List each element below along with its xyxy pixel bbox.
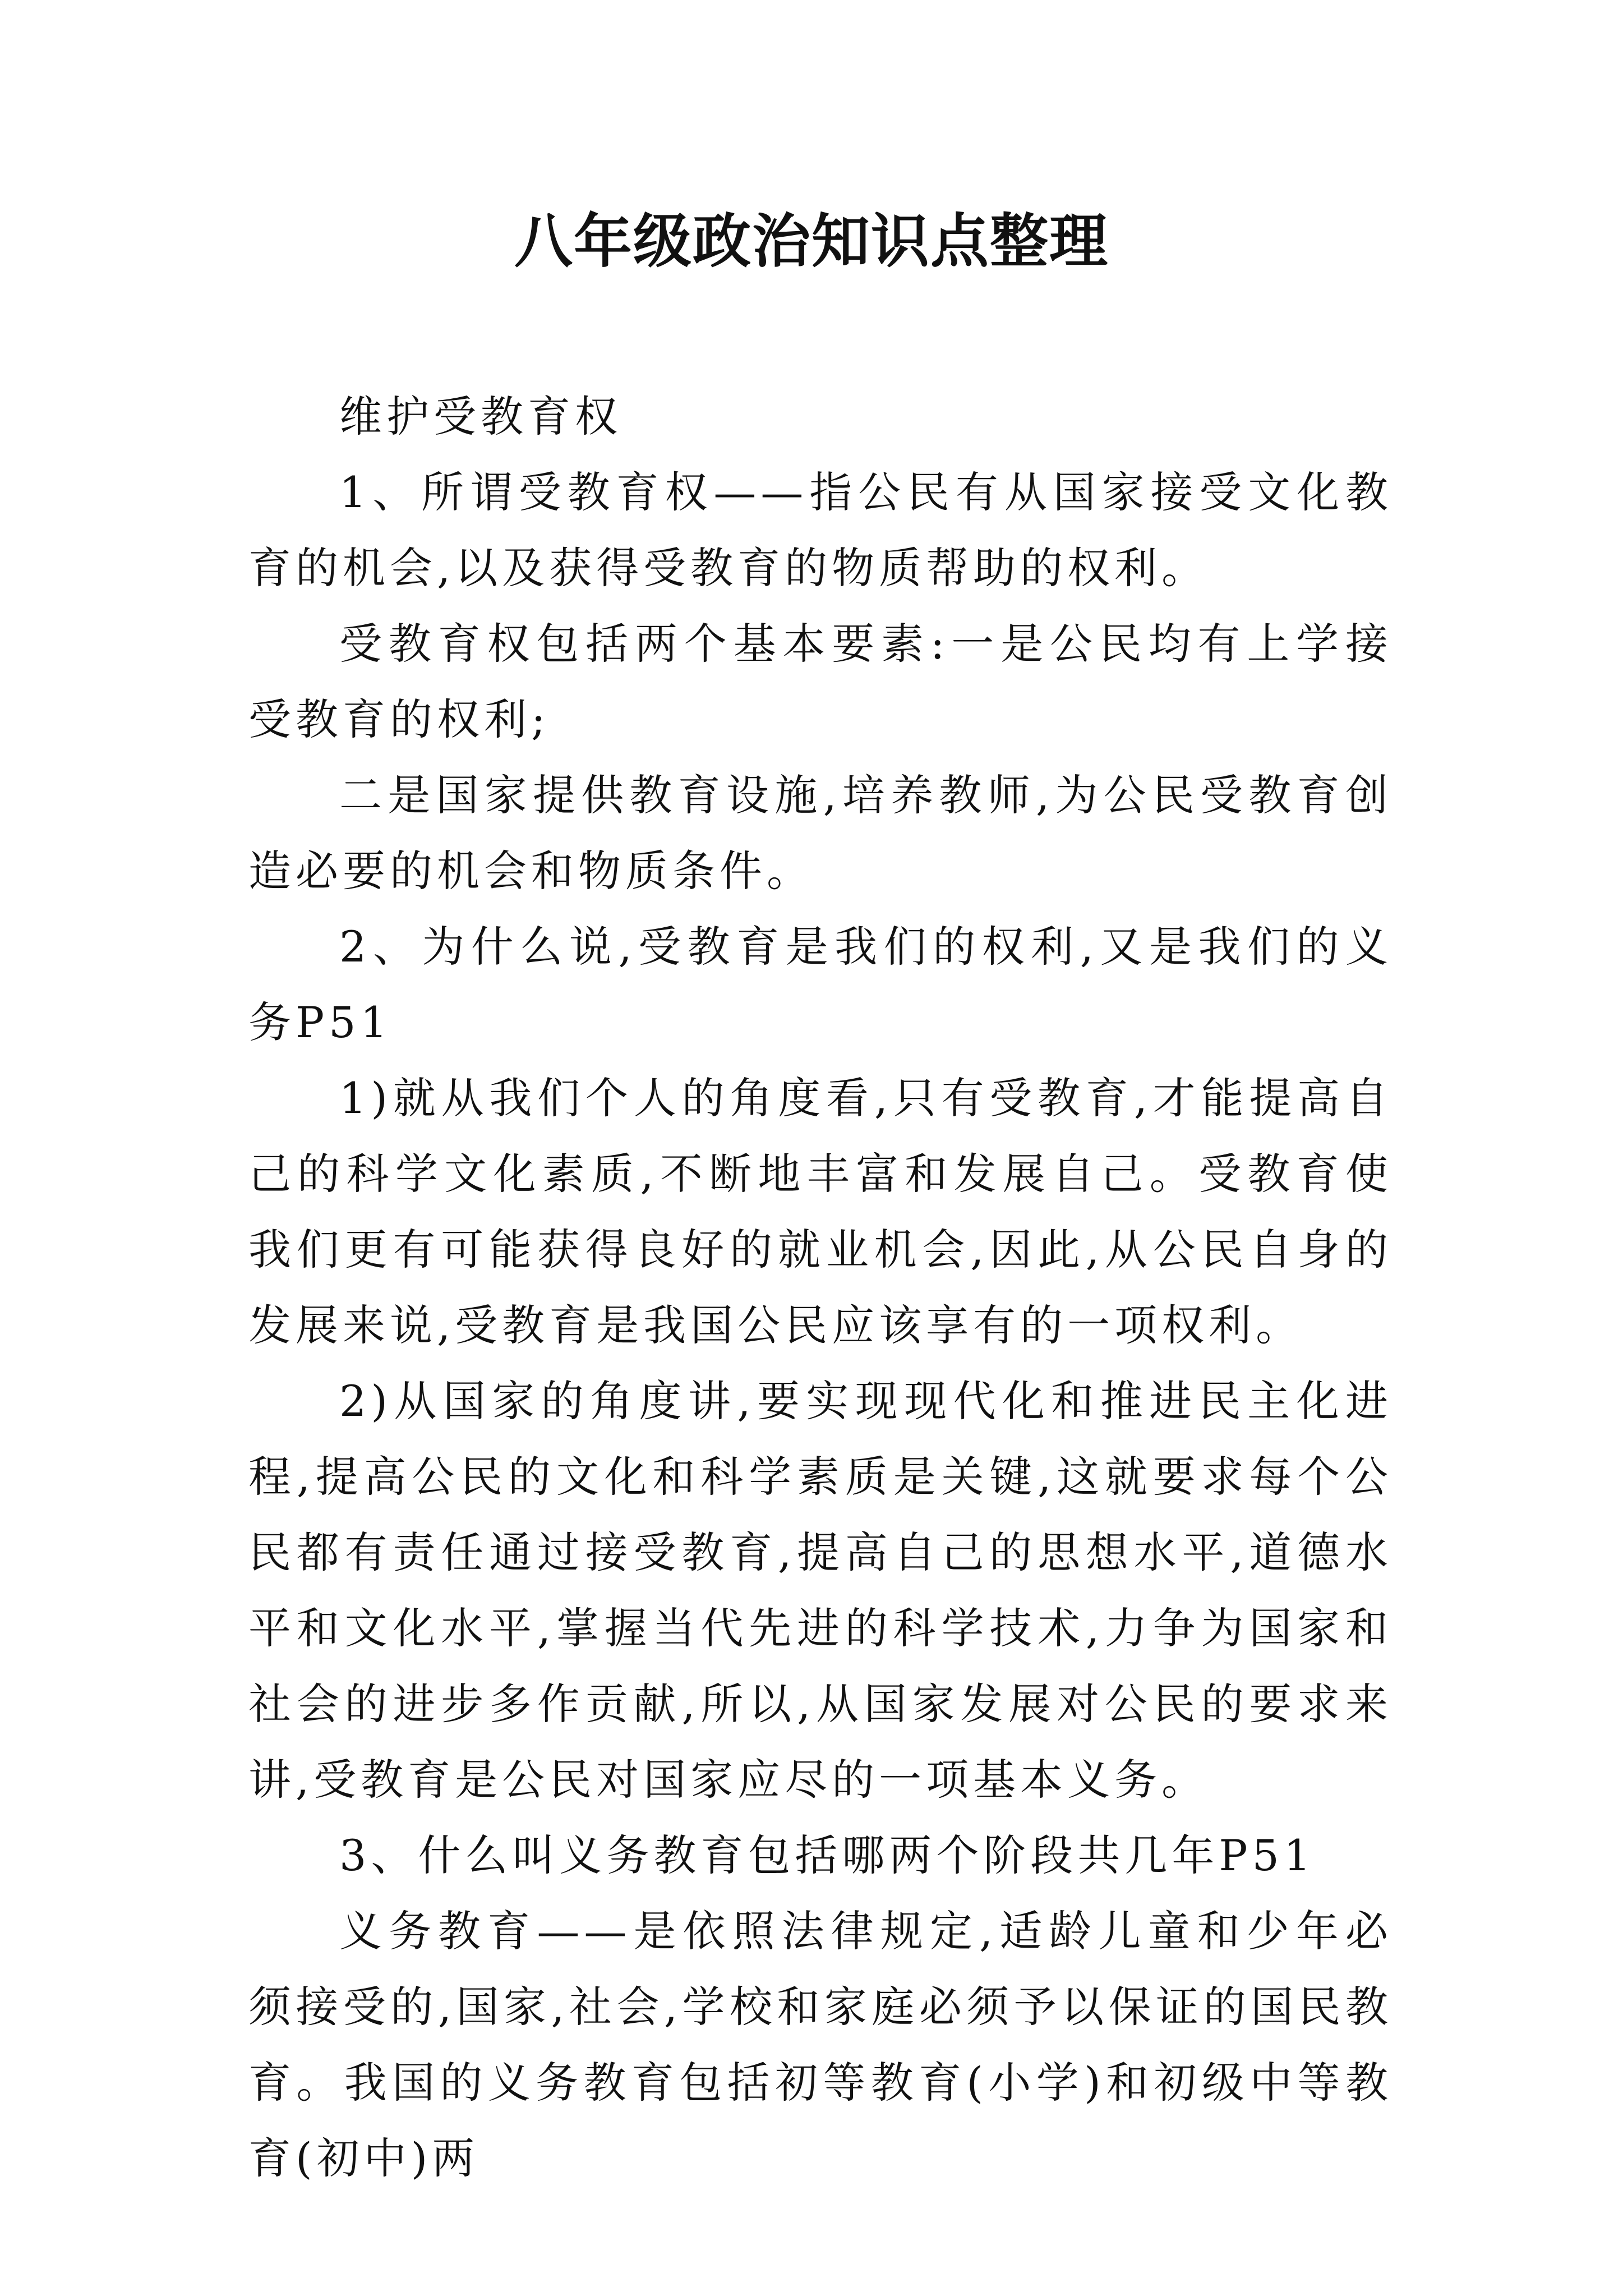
paragraph-personal-perspective: 1)就从我们个人的角度看,只有受教育,才能提高自己的科学文化素质,不断地丰富和发展自己。受教育使我们更有可能获得良好的就业机会,因此,从公民自身的发展来说,受教育是我国公民应该享有的一项权利。	[248, 1073, 1393, 1350]
question-right-and-duty: 2、为什么说,受教育是我们的权利,又是我们的义务P51	[248, 922, 1393, 1047]
document-title: 八年级政治知识点整理	[514, 206, 1109, 275]
document-body	[248, 379, 1393, 2196]
question-compulsory-education: 3、什么叫义务教育包括哪两个阶段共几年P51	[339, 1830, 1316, 1880]
paragraph-elements-two: 二是国家提供教育设施,培养教师,为公民受教育创造必要的机会和物质条件。	[248, 770, 1393, 896]
paragraph-definition: 1、所谓受教育权——指公民有从国家接受文化教育的机会,以及获得受教育的物质帮助的权利。	[248, 467, 1393, 593]
paragraph-elements-one: 受教育权包括两个基本要素:一是公民均有上学接受教育的权利;	[248, 619, 1393, 744]
paragraph-compulsory-definition: 义务教育——是依照法律规定,适龄儿童和少年必须接受的,国家,社会,学校和家庭必须予以保证的国民教育。我国的义务教育包括初等教育(小学)和初级中等教育(初中)两	[248, 1906, 1393, 2183]
paragraph-national-perspective: 2)从国家的角度讲,要实现现代化和推进民主化进程,提高公民的文化和科学素质是关键,这就要求每个公民都有责任通过接受教育,提高自己的思想水平,道德水平和文化水平,掌握当代先进的科学技术,力争为国家和社会的进步多作贡献,所以,从国家发展对公民的要求来讲,受教育是公民对国家应尽的一项基本义务。	[248, 1376, 1393, 1805]
section-heading-protect-right: 维护受教育权	[339, 392, 622, 441]
